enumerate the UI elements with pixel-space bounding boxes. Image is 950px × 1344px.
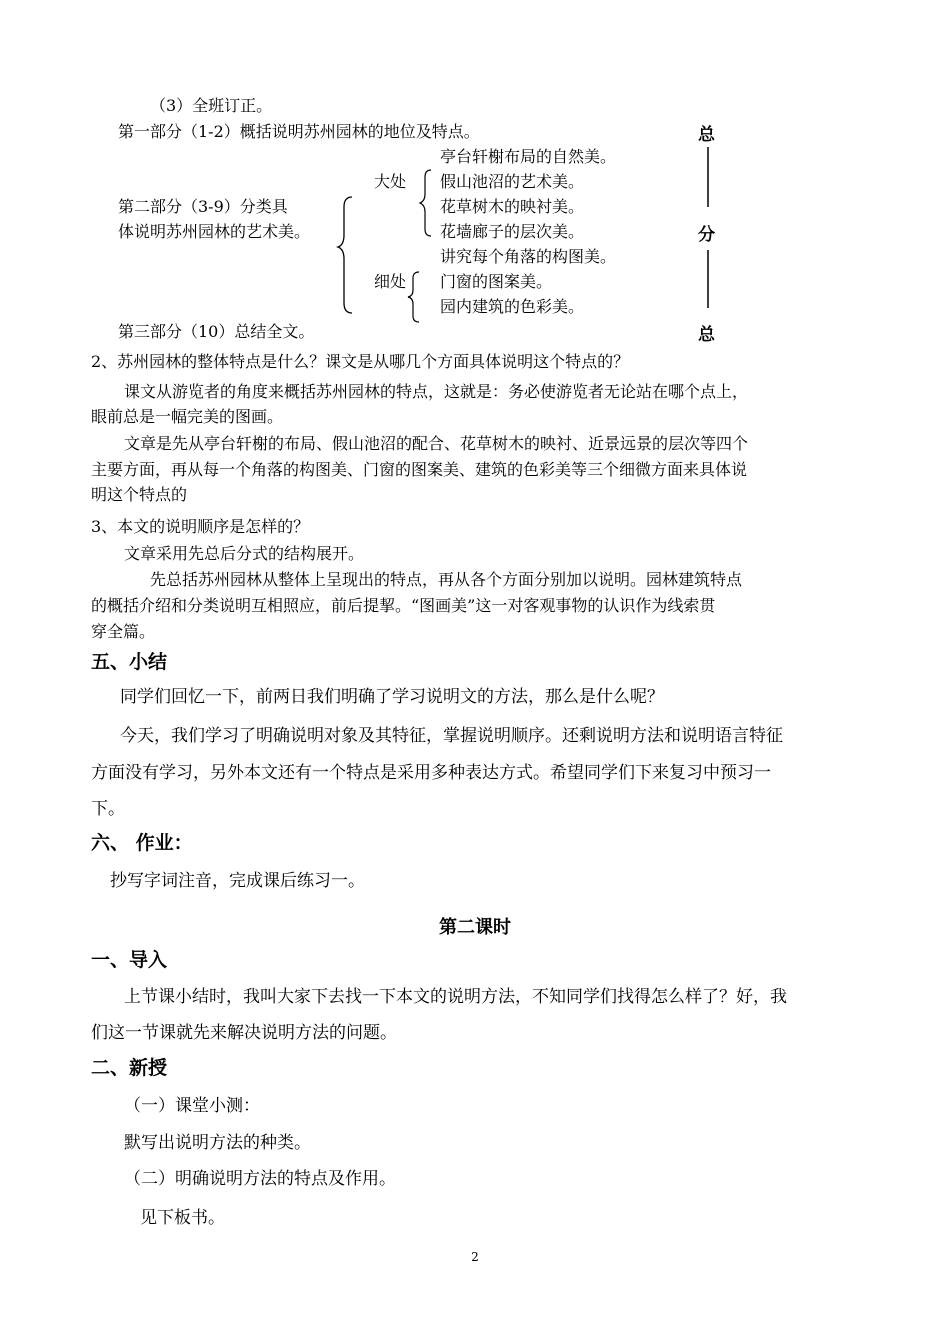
q2-answer1-line2: 眼前总是一幅完美的图画。 bbox=[91, 407, 284, 426]
homework-heading: 六、 作业： bbox=[91, 832, 193, 854]
minor-item-2: 门窗的图案美。 bbox=[440, 272, 553, 291]
structure-zong-top: 总 bbox=[698, 125, 715, 145]
outline-part2-line2: 体说明苏州园林的艺术美。 bbox=[118, 222, 311, 241]
section2-text: 见下板书。 bbox=[140, 1208, 225, 1228]
major-item-3: 花草树木的映衬美。 bbox=[440, 197, 585, 216]
outline-part2-line1: 第二部分（3-9）分类具 bbox=[118, 197, 288, 216]
q2-answer2-line1: 文章是先从亭台轩榭的布局、假山池沼的配合、花草树木的映衬、近景远景的层次等四个 bbox=[124, 434, 749, 453]
summary-heading: 五、小结 bbox=[91, 651, 168, 673]
major-item-4: 花墙廊子的层次美。 bbox=[440, 222, 585, 241]
intro-heading: 一、导入 bbox=[91, 949, 168, 971]
minor-item-1: 讲究每个角落的构图美。 bbox=[440, 247, 617, 266]
major-item-2: 假山池沼的艺术美。 bbox=[440, 172, 585, 191]
intro-line1: 上节课小结时，我叫大家下去找一下本文的说明方法，不知同学们找得怎么样了？好，我 bbox=[124, 987, 787, 1007]
q3-question: 3、本文的说明顺序是怎样的？ bbox=[91, 517, 310, 536]
part2-brace bbox=[336, 195, 356, 315]
summary-p2-line2: 方面没有学习，另外本文还有一个特点是采用多种表达方式。希望同学们下来复习中预习一 bbox=[91, 763, 771, 783]
q2-answer1-line1: 课文从游览者的角度来概括苏州园林的特点，这就是：务必使游览者无论站在哪个点上， bbox=[124, 382, 749, 401]
minor-brace bbox=[406, 270, 422, 324]
q2-answer2-line2: 主要方面，再从每一个角落的构图美、门窗的图案美、建筑的色彩美等三个细微方面来具体说 bbox=[91, 460, 748, 479]
section2-title: （二）明确说明方法的特点及作用。 bbox=[124, 1169, 396, 1189]
structure-fen: 分 bbox=[698, 225, 715, 245]
summary-p1: 同学们回忆一下，前两日我们明确了学习说明文的方法，那么是什么呢？ bbox=[120, 687, 664, 707]
new-lesson-heading: 二、新授 bbox=[91, 1057, 168, 1079]
q2-answer2-line3: 明这个特点的 bbox=[91, 485, 188, 504]
summary-p2-line3: 下。 bbox=[91, 799, 125, 819]
minor-label: 细处 bbox=[374, 272, 407, 291]
major-item-1: 亭台轩榭布局的自然美。 bbox=[440, 147, 617, 166]
major-brace bbox=[418, 168, 434, 238]
summary-p2-line1: 今天，我们学习了明确说明对象及其特征，掌握说明顺序。还剩说明方法和说明语言特征 bbox=[120, 726, 783, 746]
page-number: 2 bbox=[471, 1250, 479, 1264]
structure-line-bottom bbox=[700, 250, 716, 308]
major-label: 大处 bbox=[374, 172, 407, 191]
correction-line: （3）全班订正。 bbox=[150, 96, 273, 115]
q3-answer2-line3: 穿全篇。 bbox=[91, 622, 156, 641]
section1-title: （一）课堂小测： bbox=[124, 1096, 260, 1116]
homework-text: 抄写字词注音，完成课后练习一。 bbox=[110, 871, 365, 891]
intro-line2: 们这一节课就先来解决说明方法的问题。 bbox=[91, 1023, 397, 1043]
q2-question: 2、苏州园林的整体特点是什么？课文是从哪几个方面具体说明这个特点的？ bbox=[91, 352, 630, 371]
section1-text: 默写出说明方法的种类。 bbox=[124, 1133, 311, 1153]
outline-part1: 第一部分（1-2）概括说明苏州园林的地位及特点。 bbox=[118, 122, 480, 141]
minor-item-3: 园内建筑的色彩美。 bbox=[440, 297, 585, 316]
lesson2-title: 第二课时 bbox=[439, 917, 511, 938]
q3-answer2-line1: 先总括苏州园林从整体上呈现出的特点，再从各个方面分别加以说明。园林建筑特点 bbox=[150, 570, 743, 589]
q3-answer1: 文章采用先总后分式的结构展开。 bbox=[124, 544, 365, 563]
q3-answer2-line2: 的概括介绍和分类说明互相照应，前后提挈。“图画美”这一对客观事物的认识作为线索贯 bbox=[91, 596, 716, 615]
structure-line-top bbox=[700, 147, 716, 207]
structure-zong-bottom: 总 bbox=[698, 325, 715, 345]
outline-part3: 第三部分（10）总结全文。 bbox=[118, 322, 315, 341]
